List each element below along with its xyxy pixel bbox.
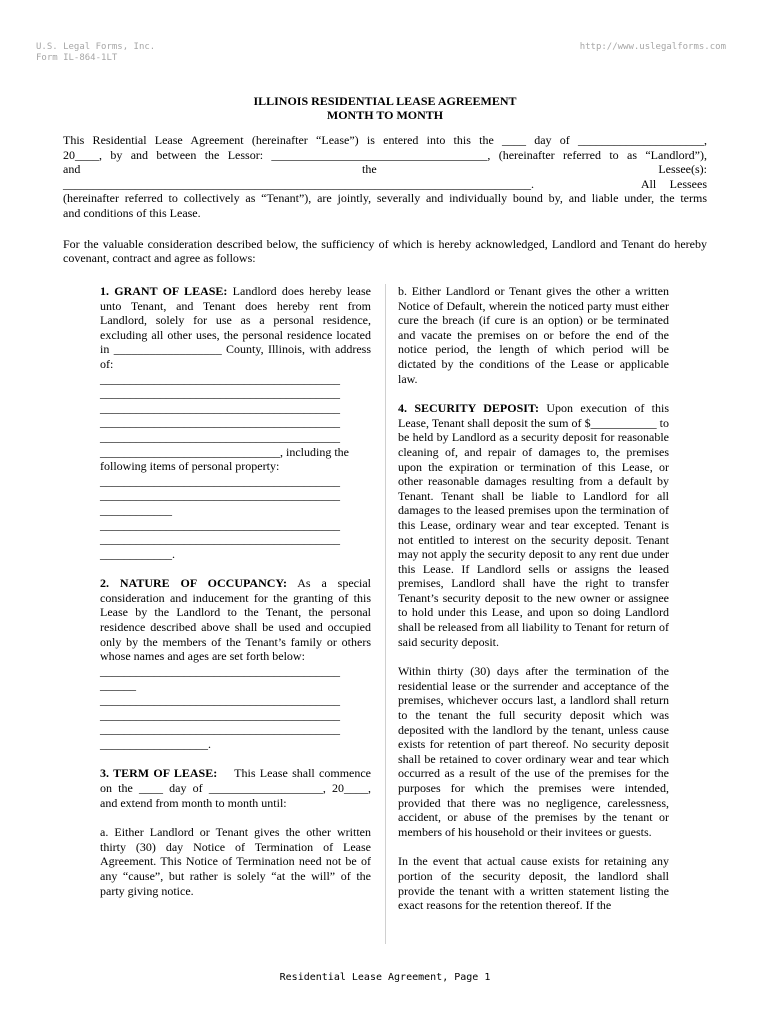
section-term-of-lease bbox=[100, 766, 375, 810]
publisher-name: U.S. Legal Forms, Inc. bbox=[36, 42, 156, 52]
section-text: Upon execution of this Lease, Tenant shall deposit the sum of $___________ to be held by Landlord as a security deposit for reasonable cleaning of, and repair of damages to, the premises upon the expiration or termination of this Lease, or other reasonable damages resulting from a default by Tenant. Tenant shall be liable to Landlord for all damages to the leased premises upon the termination of this Lease, ordinary wear and tear excepted. Tenant is not entitled to interest on the security deposit. Tenant may not apply the security deposit to any rent due under this Lease. If Landlord sells or assigns the leased premises, Landlord shall have the right to transfer Tenant’s security deposit to the new owner or assignee to hold under this Lease, and upon so doing Landlord shall be released from all liability to Tenant for return of said security deposit. bbox=[398, 401, 670, 649]
form-number: Form IL-864-1LT bbox=[36, 53, 118, 63]
page-footer: Residential Lease Agreement, Page 1 bbox=[279, 972, 491, 983]
intro-line-6: and conditions of this Lease. bbox=[63, 205, 201, 220]
section-heading: 3. TERM OF LEASE: bbox=[100, 766, 218, 781]
section-text: Landlord does hereby lease unto Tenant, and Tenant does hereby rent from Landlord, solely for use as a personal residence, excluding all other uses, the personal residence located in __________________ County, Illinois, with address of: bbox=[100, 284, 371, 371]
section-heading: 2. NATURE OF OCCUPANCY: bbox=[100, 576, 287, 591]
title-line-1: ILLINOIS RESIDENTIAL LEASE AGREEMENT bbox=[253, 94, 517, 108]
section-grant-of-lease bbox=[100, 284, 371, 561]
section-heading: 1. GRANT OF LEASE: bbox=[100, 284, 228, 298]
section-text: following items of personal property: bbox=[100, 459, 280, 474]
term-clause-b: b. Either Landlord or Tenant gives the other a written Notice of Default, wherein the noticed party must either cure the breach (if cure is an option) or be terminated and vacate the premises on or before the end of the notice period, the length of which period will be dictated by the conditions of the Lease or applicable law. bbox=[398, 284, 669, 386]
intro-line-4: ______________________________________________________________________________. All Lessees bbox=[63, 176, 707, 191]
publisher-url[interactable]: http://www.uslegalforms.com bbox=[579, 42, 726, 52]
property-blank-lines: ________________________________________ ________________________________________ ____________ ________________________________________ ________________________________________ ____________. bbox=[100, 473, 340, 561]
security-deposit-return-paragraph: Within thirty (30) days after the termination of the residential lease or the surrender and acceptance of the premises, whichever occurs last, a landlord shall return to the tenant the full security deposit which was deposited with the landlord by the tenant, unless cause exists for retention of part thereof. No security deposit shall be retained to cover ordinary wear and tear which occurred as a result of the use of the premises for the purposes for which the premises were intended, provided that there was no negligence, carelessness, accident, or abuse of the premises by the tenant or members of his household or their invitees or guests. bbox=[398, 664, 669, 839]
left-column bbox=[100, 284, 375, 913]
right-column bbox=[398, 284, 669, 928]
intro-line-3: and the Lessee(s): bbox=[63, 162, 707, 177]
document-page bbox=[63, 94, 707, 913]
section-text: As a special consideration and inducement for the granting of this Lease by the Landlord to the Tenant, the personal residence described above shall be used and occupied only by the members of the Tenant’s family or others whose names and ages are set forth below: bbox=[100, 576, 371, 664]
intro-paragraph bbox=[63, 133, 707, 221]
section-nature-of-occupancy bbox=[100, 576, 371, 751]
section-security-deposit bbox=[398, 401, 669, 649]
section-heading: 4. SECURITY DEPOSIT: bbox=[398, 401, 540, 416]
document-title bbox=[63, 94, 707, 122]
intro-line-2: 20____, by and between the Lessor: ____________________________________, (hereinafter referred to as “Landlord”), bbox=[63, 147, 707, 162]
occupant-blank-lines: ________________________________________ ______ ________________________________________ ________________________________________ ________________________________________ __________________. bbox=[100, 663, 340, 751]
consideration-paragraph: For the valuable consideration described below, the sufficiency of which is hereby acknowledged, Landlord and Tenant do hereby covenant, contract and agree as follows: bbox=[63, 236, 707, 266]
form-source-header bbox=[36, 42, 155, 64]
title-line-2: MONTH TO MONTH bbox=[326, 108, 444, 122]
address-blank-lines: ________________________________________ ________________________________________ ________________________________________ ________________________________________ ________________________________________ ______________________________, including the bbox=[100, 371, 349, 459]
column-divider bbox=[385, 284, 386, 944]
security-deposit-retention-paragraph: In the event that actual cause exists for retaining any portion of the security deposit, the landlord shall provide the tenant with a written statement listing the exact reasons for the retention thereof. If the bbox=[398, 854, 669, 913]
intro-line-5: (hereinafter referred to collectively as “Tenant”), are jointly, severally and individually bound by, and liable under, the terms bbox=[63, 191, 707, 206]
section-text: This Lease shall commence on the ____ day of ___________________, 20____, and extend from month to month until: bbox=[100, 766, 375, 810]
term-clause-a: a. Either Landlord or Tenant gives the other written thirty (30) day Notice of Termination of Lease Agreement. This Notice of Termination need not be of any “cause”, but rather is solely “at the will” of the party giving notice. bbox=[100, 825, 371, 898]
intro-line-1: This Residential Lease Agreement (hereinafter “Lease”) is entered into this the ____ day of _____________________, bbox=[63, 133, 707, 147]
